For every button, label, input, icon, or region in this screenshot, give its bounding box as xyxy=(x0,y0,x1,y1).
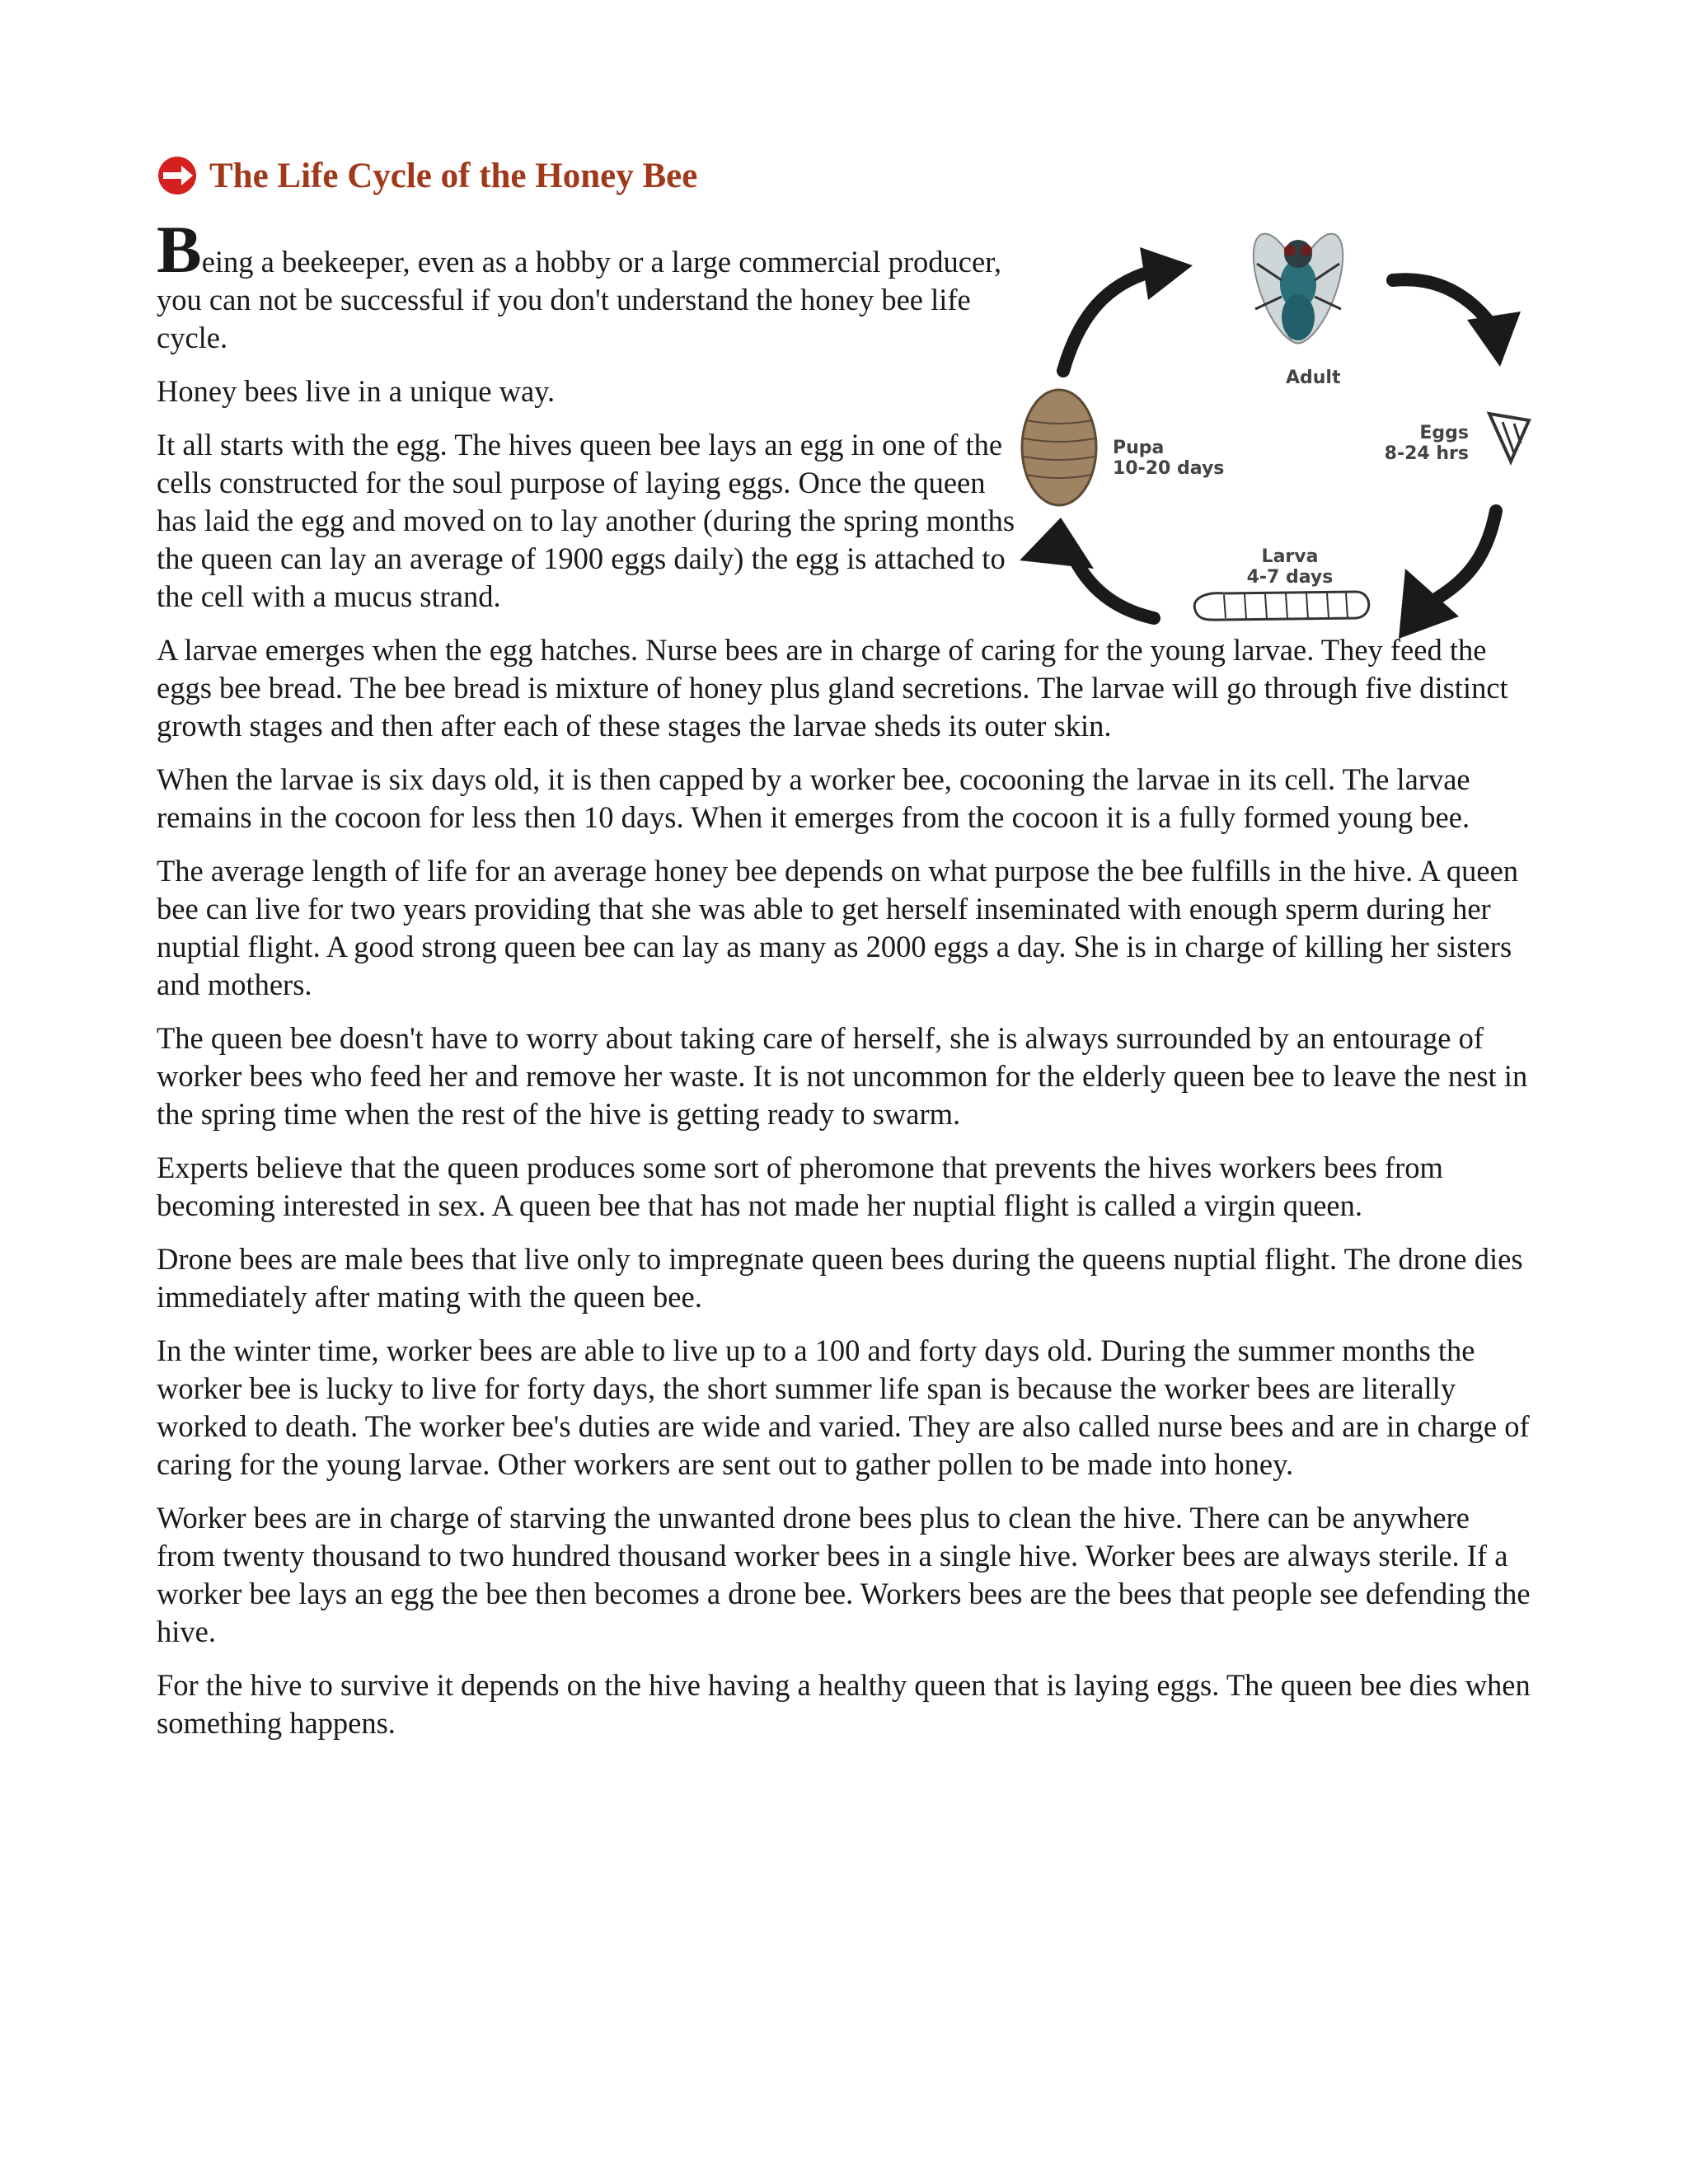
intro-continuation: producer, you can not be successful if you don't understand the honey bee life cycle. xyxy=(157,245,1001,354)
paragraph: Drone bees are male bees that live only to impregnate queen bees during the queens nuptial flight. The drone dies immediately after mating with the queen bee. xyxy=(157,1242,1523,1314)
larva-time: 4-7 days xyxy=(1246,567,1334,588)
pupa-time: 10-20 days xyxy=(1113,458,1225,479)
paragraph: The average length of life for an average honey bee depends on what purpose the bee fulfills in the hive. A queen bee can live for two years providing that she was able to get herself inseminated with enough sperm during her nuptial flight. A good strong queen bee can lay as many as 2000 eggs a day. She is in charge of killing her sisters and mothers. xyxy=(157,854,1519,1001)
pupa-label: Pupa xyxy=(1113,438,1165,458)
title-row xyxy=(157,155,697,196)
paragraph: The queen bee doesn't have to worry about taking care of herself, she is always surrounded by an entourage of worker bees who feed her and remove her waste. It is not uncommon for the elderly queen bee to leave the nest in the spring time when the rest of the hive is getting ready to swarm. xyxy=(157,1021,1528,1131)
paragraph: Honey bees live in a unique way. xyxy=(157,374,556,408)
intro-first-line: eing a beekeeper, even as a hobby or a large commercial xyxy=(201,245,881,279)
eggs-label: Eggs xyxy=(1419,423,1469,443)
red-arrow-icon xyxy=(157,155,198,196)
paragraph: Worker bees are in charge of starving the unwanted drone bees plus to clean the hive. There can be anywhere from twenty thousand to two hundred thousand worker bees in a single hive. Worker bees are always sterile. If a worker bee lays an egg the bee then becomes a drone bee. Workers bees are the bees that people see defending the hive. xyxy=(157,1501,1531,1648)
eggs-time: 8-24 hrs xyxy=(1384,443,1469,464)
article-body xyxy=(157,212,1533,1758)
paragraph: In the winter time, worker bees are able to live up to a 100 and forty days old. During the summer months the worker bee is lucky to live for forty days, the short summer life span is because the worker bees are literally worked to death. The worker bee's duties are wide and varied. They are also called nurse bees and are in charge of caring for the young larvae. Other workers are sent out to gather pollen to be made into honey. xyxy=(157,1333,1530,1481)
paragraph: When the larvae is six days old, it is then capped by a worker bee, cocooning the larvae in its cell. The larvae remains in the cocoon for less then 10 days. When it emerges from the cocoon it is a fully formed young bee. xyxy=(157,762,1470,834)
paragraph: A larvae emerges when the egg hatches. Nurse bees are in charge of caring for the young larvae. They feed the eggs bee bread. The bee bread is mixture of honey plus gland secretions. The larvae will go through five distinct growth stages and then after each of these stages the larvae sheds its outer skin. xyxy=(157,633,1508,743)
paragraph: For the hive to survive it depends on the hive having a healthy queen that is laying eggs. The queen bee dies when something happens. xyxy=(157,1668,1531,1740)
page-title: The Life Cycle of the Honey Bee xyxy=(209,156,698,195)
paragraph: Experts believe that the queen produces some sort of pheromone that prevents the hives workers bees from becoming interested in sex. A queen bee that has not made her nuptial flight is called a virgin queen. xyxy=(157,1151,1443,1222)
drop-cap: B xyxy=(157,212,202,287)
larva-label: Larva xyxy=(1261,546,1319,567)
adult-label: Adult xyxy=(1286,368,1341,388)
paragraph: It all starts with the egg. The hives queen bee lays an egg in one of the cells constructed for the soul purpose of laying eggs. Once the queen has laid the egg and moved on to lay another (during the spring months the queen can lay an average of 1900 eggs daily) the egg is attached to the cell with a mucus strand. xyxy=(157,428,1015,613)
intro-paragraph xyxy=(157,212,1030,357)
